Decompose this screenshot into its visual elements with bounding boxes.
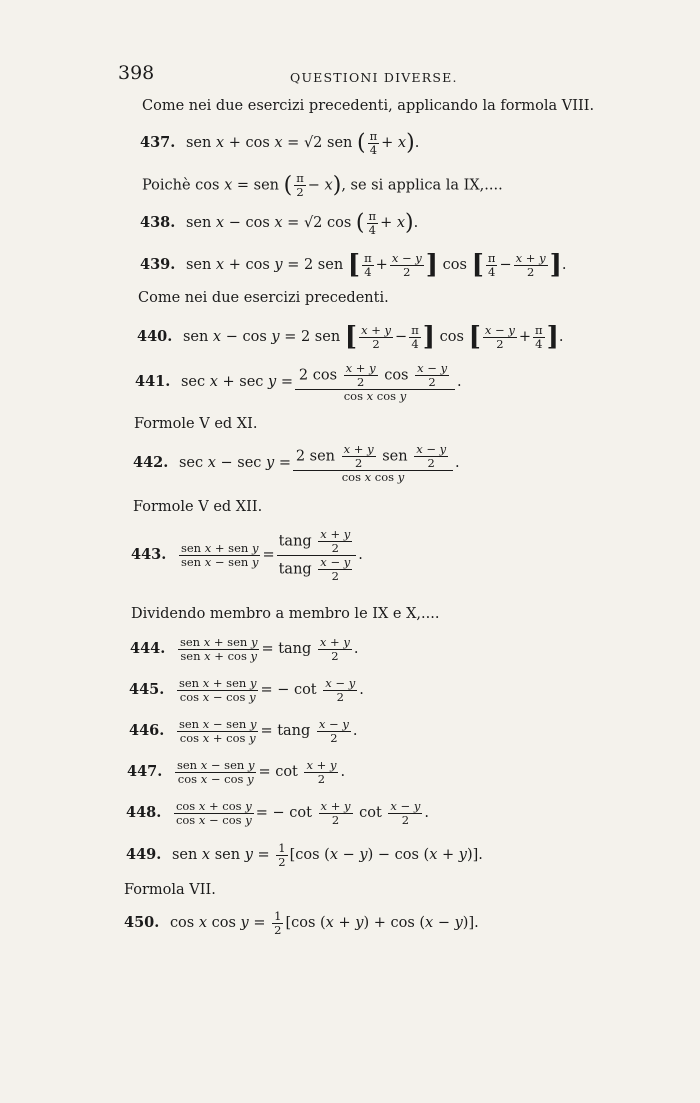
item-438 <box>140 210 418 237</box>
item-number: 439. <box>140 256 176 273</box>
intro-line: Come nei due esercizi precedenti, applicando la formola VIII. <box>142 98 595 114</box>
equation: $\frac{\text{cos x + cos y}}{\text{cos x − cos y}}$ = − cot $\frac{x + y}{2}$ cot $\frac{x - y}{2}$ . <box>175 799 429 827</box>
page-number: 398 <box>118 62 155 84</box>
item-number: 450. <box>124 914 160 932</box>
equation: sen x − sen y cos x − cos y = cot $\frac{x + y}{2}$ . <box>176 758 346 786</box>
item-number: 443. <box>131 546 167 564</box>
running-title: QUESTIONI DIVERSE. <box>290 70 458 85</box>
equation: sen x + cos x = √2 sen ( $\frac{\pi}{4}$ + x). <box>185 129 420 157</box>
equation: sen x + sen y cos x − cos y = − cot $\frac{x - y}{2}$ . <box>178 676 364 704</box>
item-444 <box>130 636 358 663</box>
item-number: 440. <box>137 328 173 345</box>
item-number: 446. <box>129 722 165 740</box>
equation: sen x + sen y sen x − sen y = tang $\frac{x + y}{2}$ tang $\frac{x - y}{2}$ . <box>180 527 363 583</box>
equation: sen x + cos y = 2 sen [ $\frac{\pi}{4}$ + $\frac{x - y}{2}$ ] cos [ $\frac{\pi}{4}$ − $\frac{x + y}{2}$ ]. <box>185 250 567 280</box>
equation: sen x + sen y sen x + cos y = tang $\frac{x + y}{2}$ . <box>179 635 359 663</box>
item-number: 445. <box>129 681 165 699</box>
equation: sen x − cos x = √2 cos ( $\frac{\pi}{4}$ + x). <box>185 209 419 237</box>
text-come: Come nei due esercizi precedenti. <box>138 290 389 306</box>
item-number: 448. <box>126 804 162 822</box>
item-443 <box>131 528 363 583</box>
equation: sen x − sen y cos x + cos y = tang $\frac{x - y}{2}$ . <box>178 717 358 745</box>
text-formola-vii: Formola VII. <box>124 882 216 898</box>
item-446 <box>129 718 357 745</box>
item-number: 449. <box>126 846 162 864</box>
equation: sen x sen y = $\frac{1}{2}$ [cos (x − y) − cos (x + y)]. <box>171 841 483 869</box>
item-441 <box>135 362 462 403</box>
item-number: 437. <box>140 134 176 152</box>
text-formole-xii: Formole V ed XII. <box>133 499 263 515</box>
item-449 <box>126 842 483 869</box>
equation: cos x cos y = $\frac{1}{2}$ [cos (x + y) + cos (x − y)]. <box>169 909 479 937</box>
equation: sen x − cos y = 2 sen [ $\frac{x + y}{2}$ − $\frac{\pi}{4}$ ] cos [ $\frac{x - y}{2}$ + $\frac{\pi}{4}$ ]. <box>182 322 564 352</box>
item-440 <box>137 322 564 352</box>
item-number: 442. <box>133 454 169 472</box>
item-number: 447. <box>127 763 163 781</box>
text-dividendo: Dividendo membro a membro le IX e X,.... <box>131 606 440 622</box>
item-442 <box>133 443 460 484</box>
item-448 <box>126 800 429 827</box>
text-poiche: Poichè cos x = sen ( $\frac{\pi}{2}$ − x), se si applica la IX,.... <box>142 171 503 199</box>
equation: sec x − sec y = 2 sen $\frac{x + y}{2}$ sen $\frac{x - y}{2}$ cos x cos y . <box>178 442 460 484</box>
item-445 <box>129 677 364 704</box>
item-number: 441. <box>135 373 171 391</box>
item-450 <box>124 910 479 937</box>
equation: sec x + sec y = 2 cos $\frac{x + y}{2}$ cos $\frac{x - y}{2}$ cos x cos y . <box>180 361 462 403</box>
item-437 <box>140 130 419 157</box>
item-439 <box>140 250 567 280</box>
item-number: 438. <box>140 214 176 232</box>
text-formole-xi: Formole V ed XI. <box>134 416 258 432</box>
item-number: 444. <box>130 640 166 658</box>
item-447 <box>127 759 345 786</box>
